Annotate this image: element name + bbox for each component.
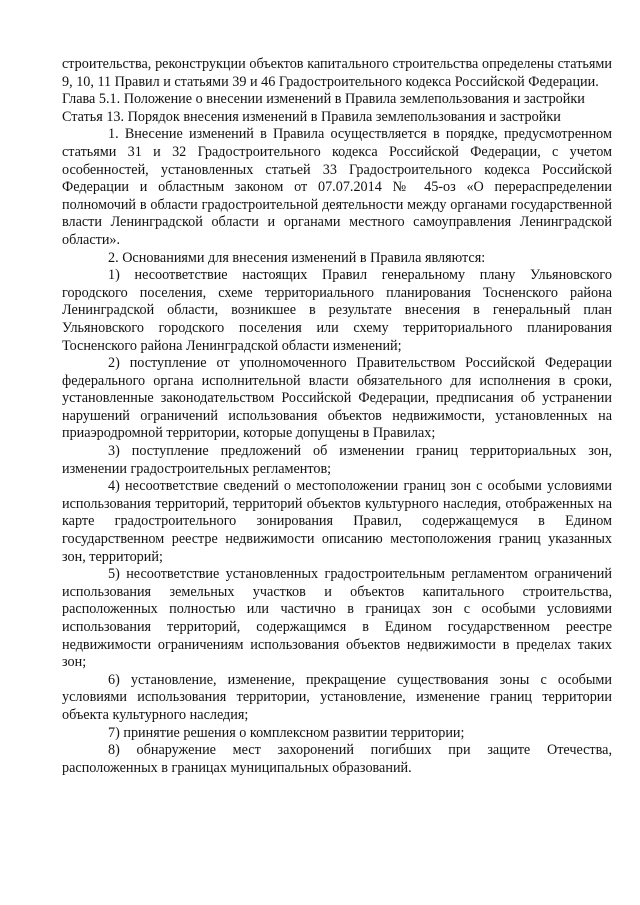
paragraph-1: 1. Внесение изменений в Правила осуществляется в порядке, предусмотренном статьями 31 и 32 Градостроительного кодекса Российской Федерации, с учетом особенностей, установленных статьей 33 Градостроительного кодекса Российской Федерации и областным законом от 07.07.2014 № 45-оз «О перераспределении полномочий в области градостроительной деятельности между органами государственной власти Ленинградской области и органами местного самоуправления Ленинградской области». [62, 126, 612, 248]
list-item: 4) несоответствие сведений о местоположении границ зон с особыми условиями использования территорий, территорий объектов культурного наследия, отображенных на карте градостроительного зонирования Правил, содержащемуся в Едином государственном реестре недвижимости описанию местоположения границ указанных зон, территорий; [62, 478, 612, 565]
paragraph-2: 2. Основаниями для внесения изменений в Правила являются: [108, 249, 486, 266]
list-item: 6) установление, изменение, прекращение существования зоны с особыми условиями использования территории, установление, изменение границ территории объекта культурного наследия; [62, 671, 612, 723]
list-item: 3) поступление предложений об изменении границ территориальных зон, изменении градостроительных регламентов; [62, 443, 612, 477]
list-item: 7) принятие решения о комплексном развитии территории; [108, 724, 465, 741]
document-page [62, 56, 612, 777]
list-item: 8) обнаружение мест захоронений погибших при защите Отечества, расположенных в границах муниципальных образований. [62, 742, 612, 776]
article-title: Статья 13. Порядок внесения изменений в Правила землепользования и застройки [62, 108, 561, 125]
intro-paragraph: строительства, реконструкции объектов капитального строительства определены статьями 9, 10, 11 Правил и статьями 39 и 46 Градостроительного кодекса Российской Федерации. [62, 56, 612, 90]
list-item: 5) несоответствие установленных градостроительным регламентом ограничений использования земельных участков и объектов капитального строительства, расположенных полностью или частично в границах зон с особыми условиями использования территорий, содержащимся в Едином государственном реестре недвижимости ограничениям использования объектов недвижимости в пределах таких зон; [62, 566, 612, 671]
list-item: 2) поступление от уполномоченного Правительством Российской Федерации федерального органа исполнительной власти обязательного для исполнения в сроки, установленные законодательством Российской Федерации, предписания об устранении нарушений ограничений использования объектов недвижимости, установленных на приаэродромной территории, которые допущены в Правилах; [62, 355, 612, 442]
chapter-title: Глава 5.1. Положение о внесении изменений в Правила землепользования и застройки [62, 91, 585, 108]
list-item: 1) несоответствие настоящих Правил генеральному плану Ульяновского городского поселения, схеме территориального планирования Тосненского района Ленинградской области, возникшее в результате внесения в генеральный план Ульяновского городского поселения или схему территориального планирования Тосненского района Ленинградской области изменений; [62, 267, 612, 354]
